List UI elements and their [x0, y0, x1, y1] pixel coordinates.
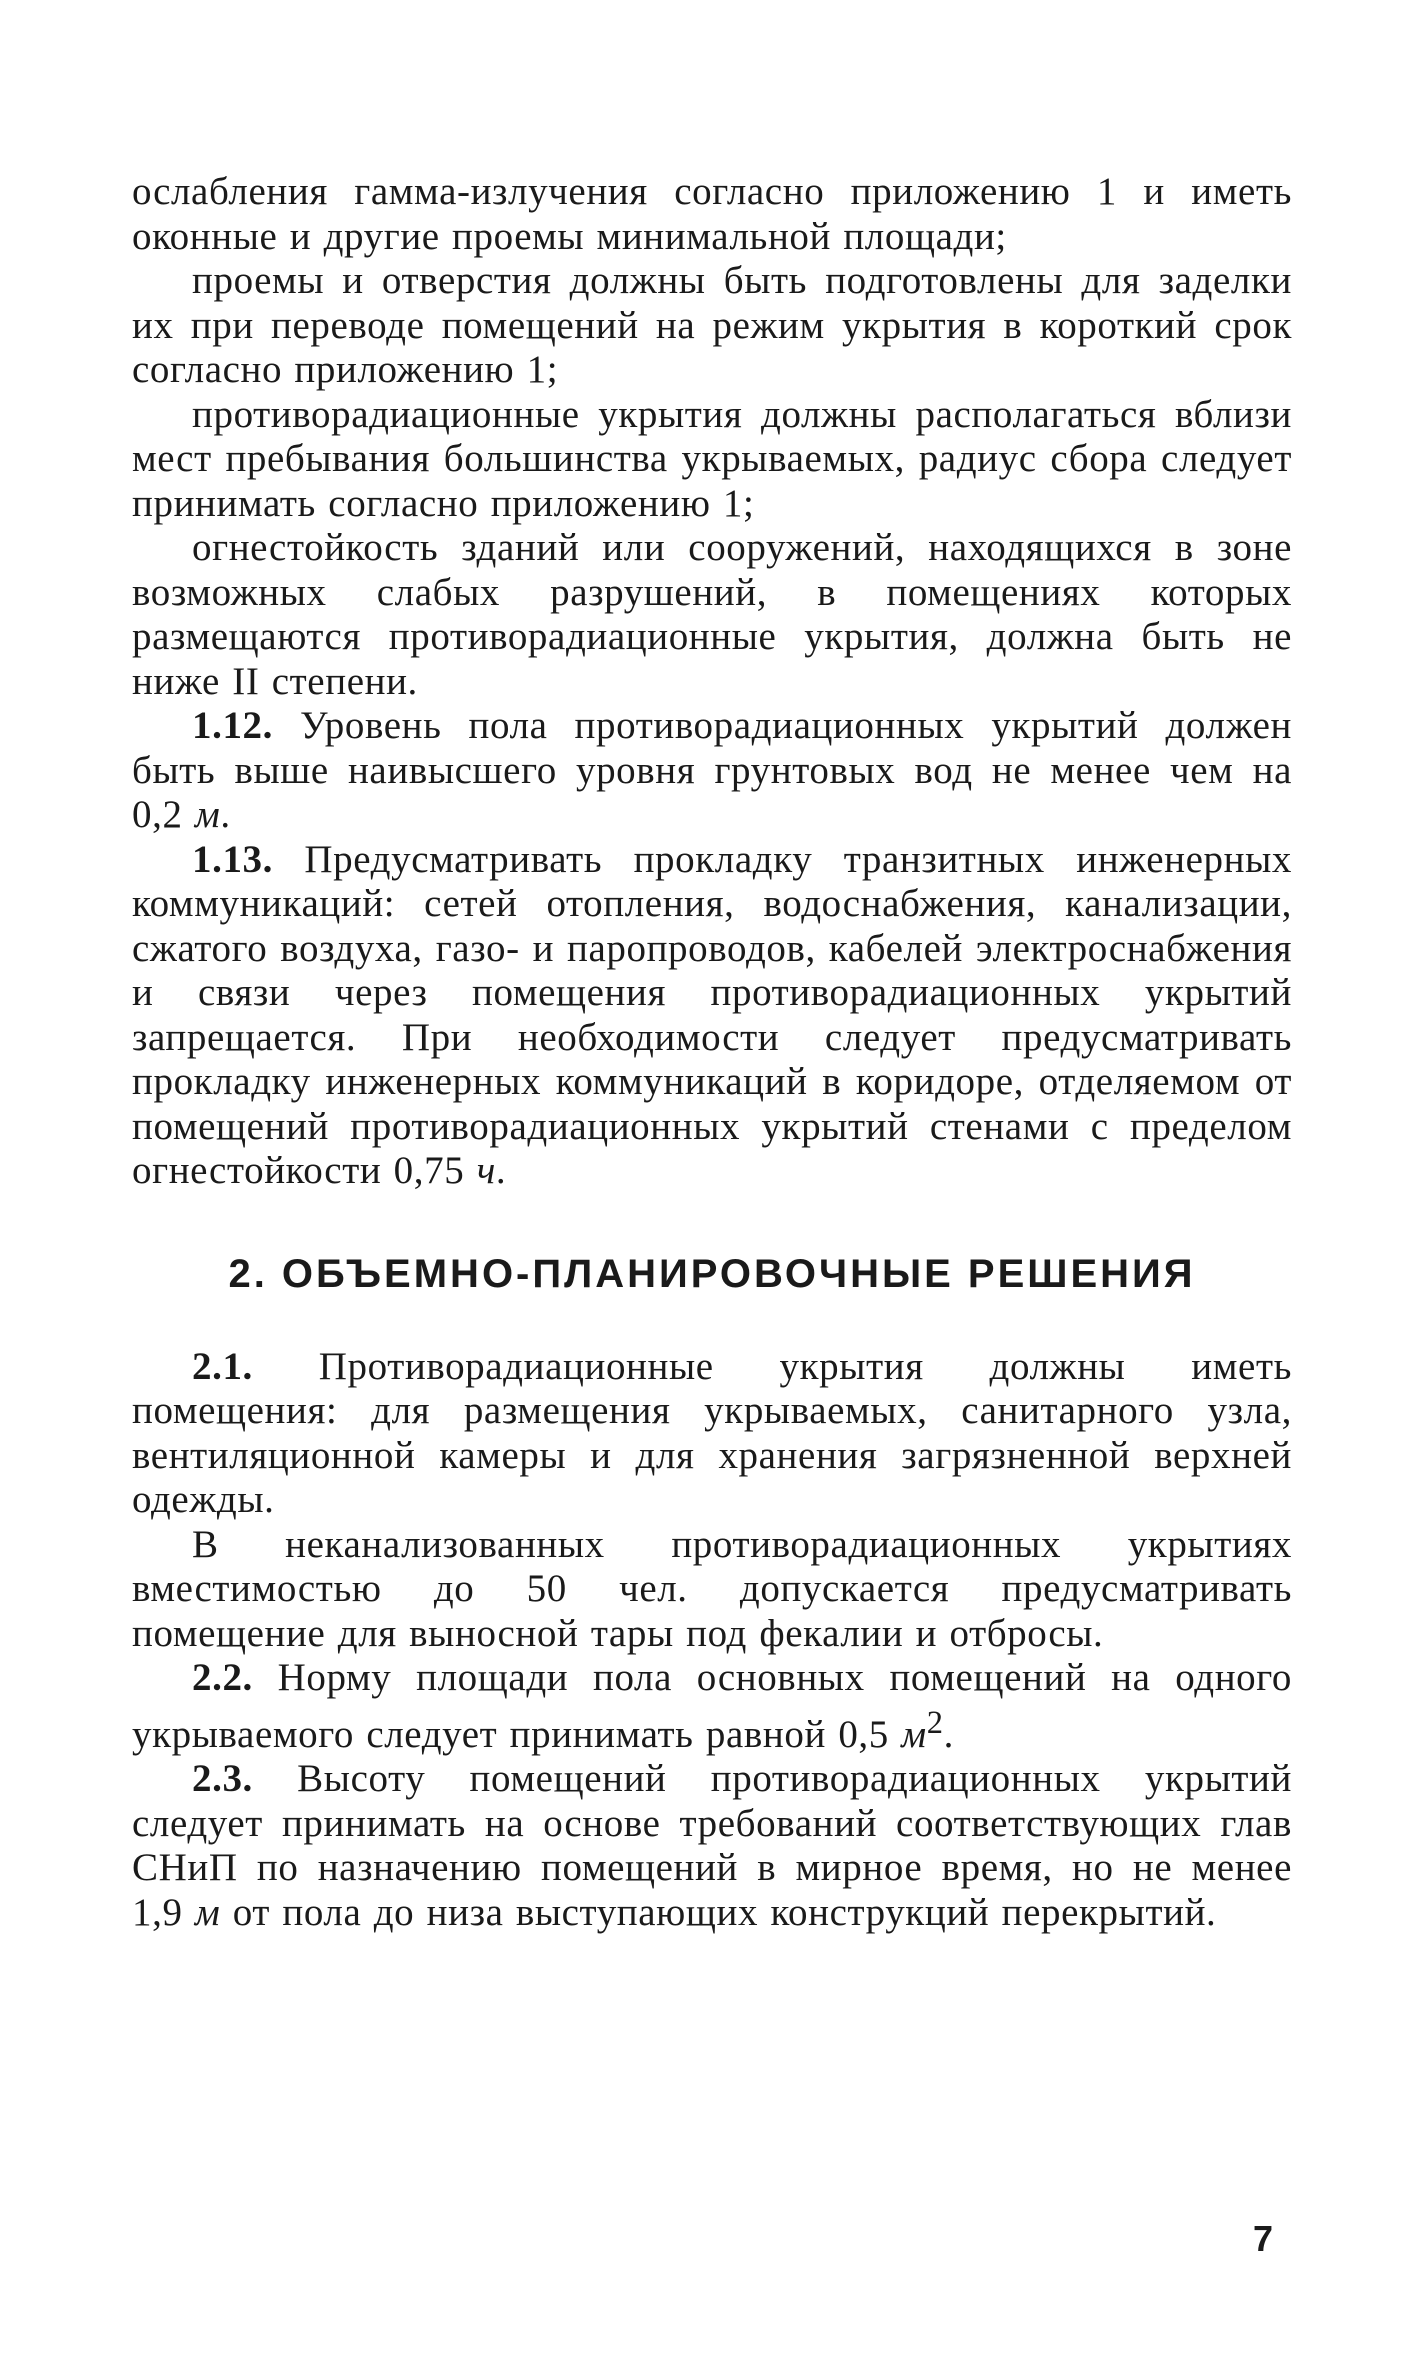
paragraph-shelter-location: противорадиационные укрытия должны располагаться вблизи мест пребывания большинства укрываемых, радиус сбора следует принимать согласно приложению 1;	[132, 392, 1292, 525]
clause-number: 2.3.	[192, 1757, 253, 1800]
clause-number: 1.13.	[192, 837, 273, 881]
clause-number: 1.12.	[192, 704, 273, 747]
paragraph-fire-resistance: огнестойкость зданий или сооружений, находящихся в зоне возможных слабых разрушений, в помещениях которых размещаются противорадиационные укрытия, должна быть не ниже II степени.	[132, 526, 1292, 703]
clause-2-2: 2.2. Норму площади пола основных помещений на одного укрываемого следует принимать равной 0,5 $м^2$.	[132, 1656, 1292, 1756]
unit: м	[194, 793, 221, 836]
page-body	[132, 170, 1292, 1935]
unit: ч	[476, 1149, 496, 1192]
unit: м	[901, 1712, 927, 1756]
clause-2-3: 2.3. Высоту помещений противорадиационных укрытий следует принимать на основе требований соответствующих глав СНиП по назначению помещений в мирное время, но не менее 1,9 м от пола до низа выступающих конструкций перекрытий.	[132, 1757, 1292, 1934]
section-heading: 2. ОБЪЕМНО-ПЛАНИРОВОЧНЫЕ РЕШЕНИЯ	[228, 1251, 1196, 1296]
page-number: 7	[1252, 2218, 1273, 2259]
paragraph-continuation: ослабления гамма-излучения согласно приложению 1 и иметь оконные и другие проемы минимальной площади;	[132, 170, 1292, 258]
paragraph-non-sewered: В неканализованных противорадиационных укрытиях вместимостью до 50 чел. допускается предусматривать помещение для выносной тары под фекалии и отбросы.	[132, 1522, 1292, 1655]
clause-1-12: 1.12. Уровень пола противорадиационных укрытий должен быть выше наивысшего уровня грунтовых вод не менее чем на 0,2 м.	[132, 704, 1292, 836]
paragraph-openings: проемы и отверстия должны быть подготовлены для заделки их при переводе помещений на режим укрытия в короткий срок согласно приложению 1;	[132, 259, 1292, 391]
clause-number: 2.2.	[192, 1656, 253, 1699]
unit-exponent: 2	[926, 1704, 944, 1741]
clause-number: 2.1.	[192, 1344, 253, 1388]
unit: м	[194, 1890, 221, 1934]
clause-1-13: 1.13. Предусматривать прокладку транзитных инженерных коммуникаций: сетей отопления, водоснабжения, канализации, сжатого воздуха, газо- и паропроводов, кабелей электроснабжения и связи через помещения противорадиационных укрытий запрещается. При необходимости следует предусматривать прокладку инженерных коммуникаций в коридоре, отделяемом от помещений противорадиационных укрытий стенами с пределом огнестойкости 0,75 ч.	[132, 837, 1292, 1192]
clause-2-1: 2.1. Противорадиационные укрытия должны иметь помещения: для размещения укрываемых, санитарного узла, вентиляционной камеры и для хранения загрязненной верхней одежды.	[132, 1344, 1292, 1521]
